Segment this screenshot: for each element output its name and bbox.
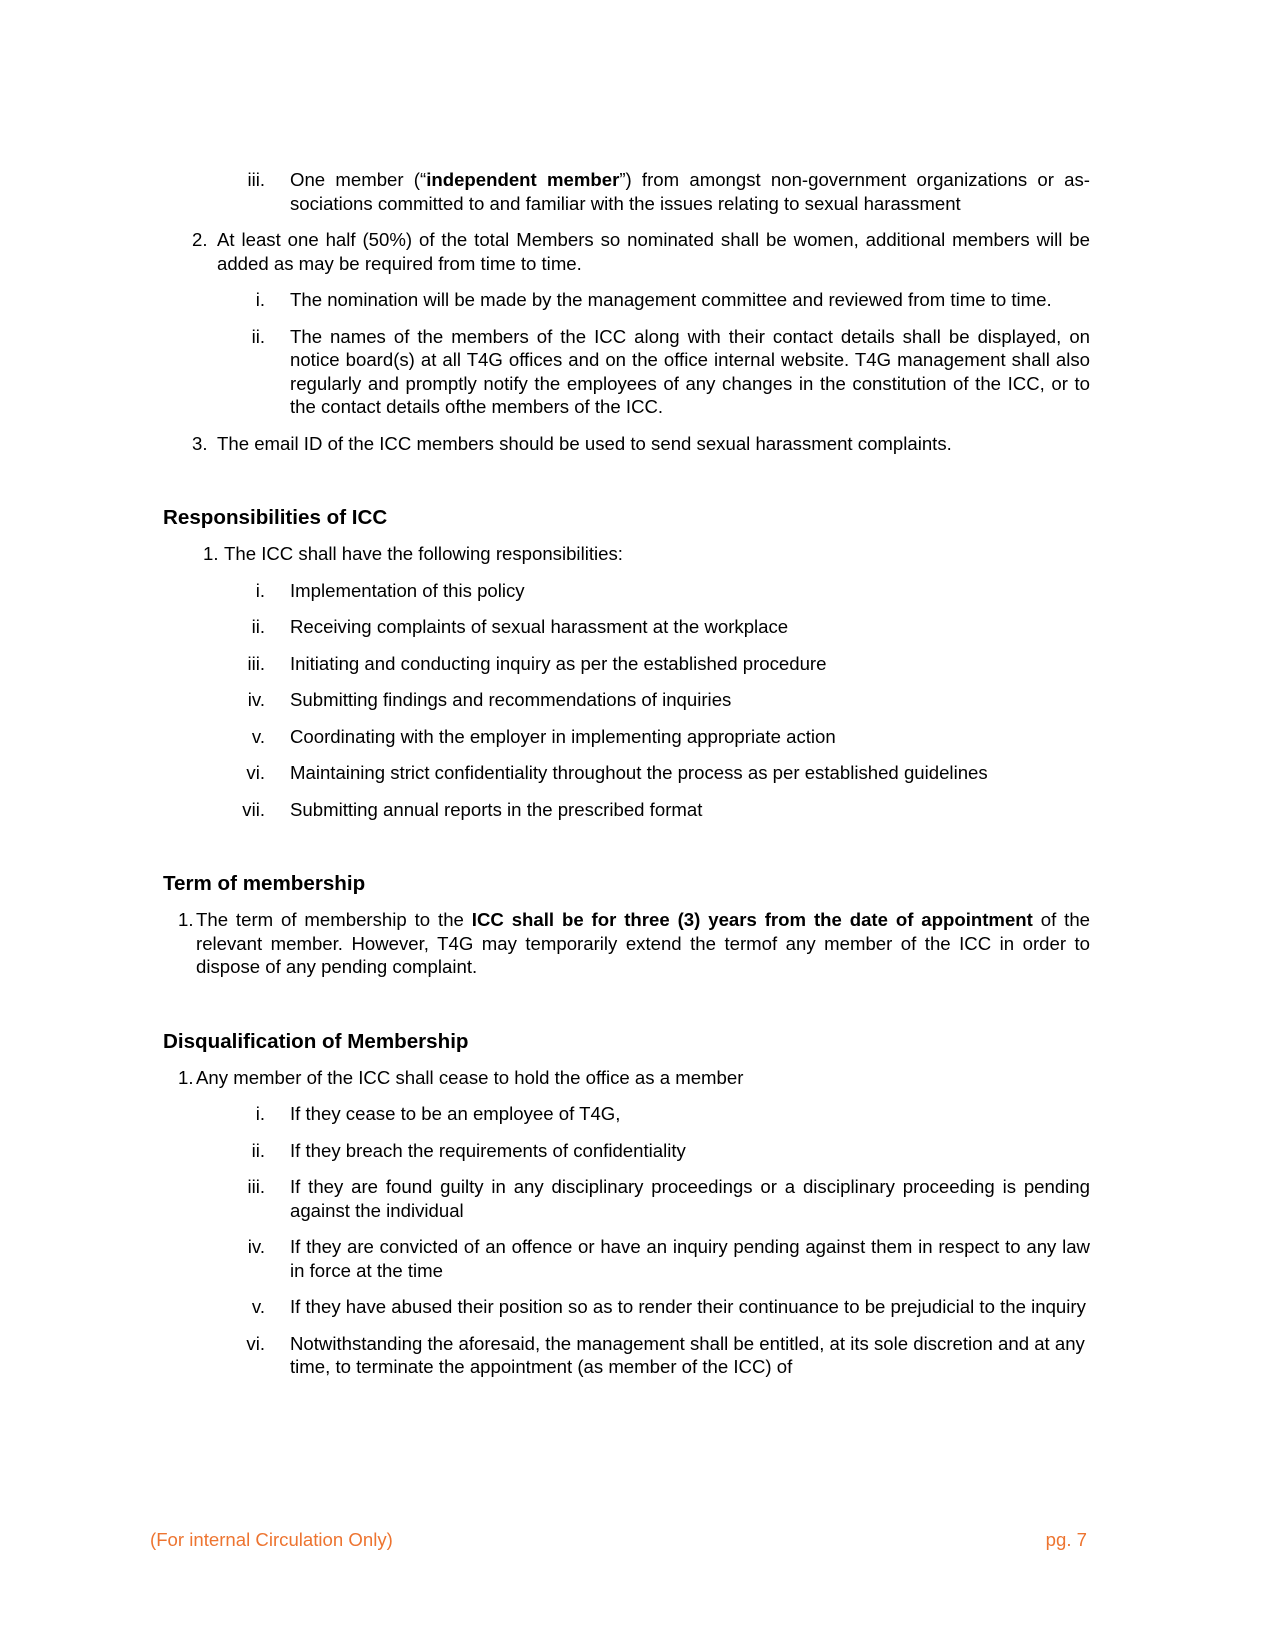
list-item-text: Any member of the ICC shall cease to hold the office as a member: [196, 1066, 744, 1088]
list-item-text: Receiving complaints of sexual harassment at the workplace: [290, 616, 789, 637]
section-heading-responsibilities: Responsibilities of ICC: [163, 506, 388, 529]
list-item-text: The names of the members of the ICC along with their contact details shall be displayed, on notice board(s) at all T4G offices and on the office internal website. T4G management shall also regularly and promptly notify the employees of any changes in the constitution of the ICC, or to the contact details ofthe members of the ICC.: [290, 325, 1090, 417]
list-item: [163, 579, 1090, 603]
list-item-text: Implementation of this policy: [290, 579, 525, 601]
bold-text-segment: ICC shall be for three (3) years from the date of appointment: [471, 909, 1033, 930]
section-heading-disqualification: Disqualification of Membership: [163, 1029, 469, 1053]
footer-circulation-note: (For internal Circulation Only): [150, 1529, 393, 1550]
list-item-text: Submitting findings and recommendations of inquiries: [290, 689, 732, 710]
list-item-text: The email ID of the ICC members should be used to send sexual harassment complaints.: [217, 432, 952, 454]
list-item-text: At least one half (50%) of the total Members so nominated shall be women, additional members will be added as may be required from time to time.: [217, 229, 1090, 274]
list-marker: i.: [255, 1103, 265, 1124]
list-item-text: If they are convicted of an offence or have an inquiry pending against them in respect to any law in force at the time: [290, 1236, 1090, 1281]
list-item-text: If they breach the requirements of confidentiality: [290, 1139, 686, 1161]
list-item-text: [290, 168, 1090, 215]
list-item-text: Notwithstanding the aforesaid, the management shall be entitled, at its sole discretion and at any time, to terminate the appointment (as member of the ICC) of: [290, 1332, 1085, 1377]
list-item: [163, 652, 1090, 676]
list-item: [163, 1066, 1090, 1090]
list-marker: 1.: [178, 909, 194, 930]
page-footer: [150, 1528, 1087, 1552]
list-item-text: If they are found guilty in any disciplinary proceedings or a disciplinary proceeding is pending against the individual: [290, 1176, 1090, 1221]
list-marker: 1.: [203, 543, 219, 564]
list-item: [163, 725, 1090, 749]
page-number: pg. 7: [1045, 1529, 1087, 1550]
list-item: [163, 542, 1090, 566]
list-marker: 3.: [192, 432, 208, 454]
list-marker: vi.: [246, 762, 265, 783]
text-segment: of the relevant member. However, T4G may temporarily extend the termof any member of the ICC in order to dispose of any pending complaint.: [196, 909, 1091, 977]
list-item: [163, 168, 1090, 215]
list-item: [163, 798, 1090, 822]
list-item: [163, 1102, 1090, 1126]
list-item: [163, 615, 1090, 639]
list-item: [163, 228, 1090, 275]
list-marker: 1.: [178, 1066, 194, 1088]
list-item: [163, 325, 1090, 419]
list-marker: vii.: [242, 798, 265, 820]
list-item-text: The ICC shall have the following responsibilities:: [224, 543, 623, 564]
list-item-text: Submitting annual reports in the prescribed format: [290, 798, 703, 820]
list-item-text: Maintaining strict confidentiality throughout the process as per established guidelines: [290, 762, 988, 783]
list-item-text: If they have abused their position so as to render their continuance to be prejudicial to the inquiry: [290, 1296, 1086, 1317]
list-marker: iv.: [247, 689, 265, 710]
list-item: [163, 1235, 1090, 1282]
list-marker: ii.: [251, 616, 265, 637]
list-item-text: Initiating and conducting inquiry as per the established procedure: [290, 652, 827, 674]
list-item-text: [196, 908, 1090, 979]
list-item: [163, 908, 1090, 979]
list-item-text: Coordinating with the employer in implementing appropriate action: [290, 725, 836, 747]
list-marker: ii.: [251, 325, 265, 347]
list-marker: v.: [251, 1296, 265, 1317]
list-item: [163, 1139, 1090, 1163]
list-marker: v.: [251, 725, 265, 747]
list-marker: i.: [255, 289, 265, 310]
list-marker: iv.: [247, 1236, 265, 1257]
section-heading-term: Term of membership: [163, 872, 366, 895]
list-item: [163, 761, 1090, 785]
list-item: [163, 432, 1090, 456]
text-segment: ”) from amongst non-government organizations or as-sociations committed to and familiar with the issues relating to sexual harassment: [290, 169, 1090, 214]
list-item: [163, 1295, 1090, 1319]
text-segment: The term of membership to the: [196, 909, 472, 930]
list-marker: ii.: [251, 1139, 265, 1161]
bold-text-segment: independent member: [426, 169, 620, 190]
list-marker: iii.: [247, 1176, 265, 1197]
text-segment: One member (“: [290, 169, 427, 190]
list-item: [163, 688, 1090, 712]
list-item-text: The nomination will be made by the management committee and reviewed from time to time.: [290, 289, 1052, 310]
list-item: [163, 1332, 1090, 1379]
list-marker: vi.: [246, 1332, 265, 1354]
list-marker: i.: [255, 579, 265, 601]
list-marker: iii.: [247, 652, 265, 674]
list-marker: iii.: [247, 169, 265, 190]
list-item: [163, 288, 1090, 312]
page-content: [163, 168, 1090, 1392]
list-item: [163, 1175, 1090, 1222]
list-marker: 2.: [192, 229, 208, 250]
list-item-text: If they cease to be an employee of T4G,: [290, 1103, 621, 1124]
